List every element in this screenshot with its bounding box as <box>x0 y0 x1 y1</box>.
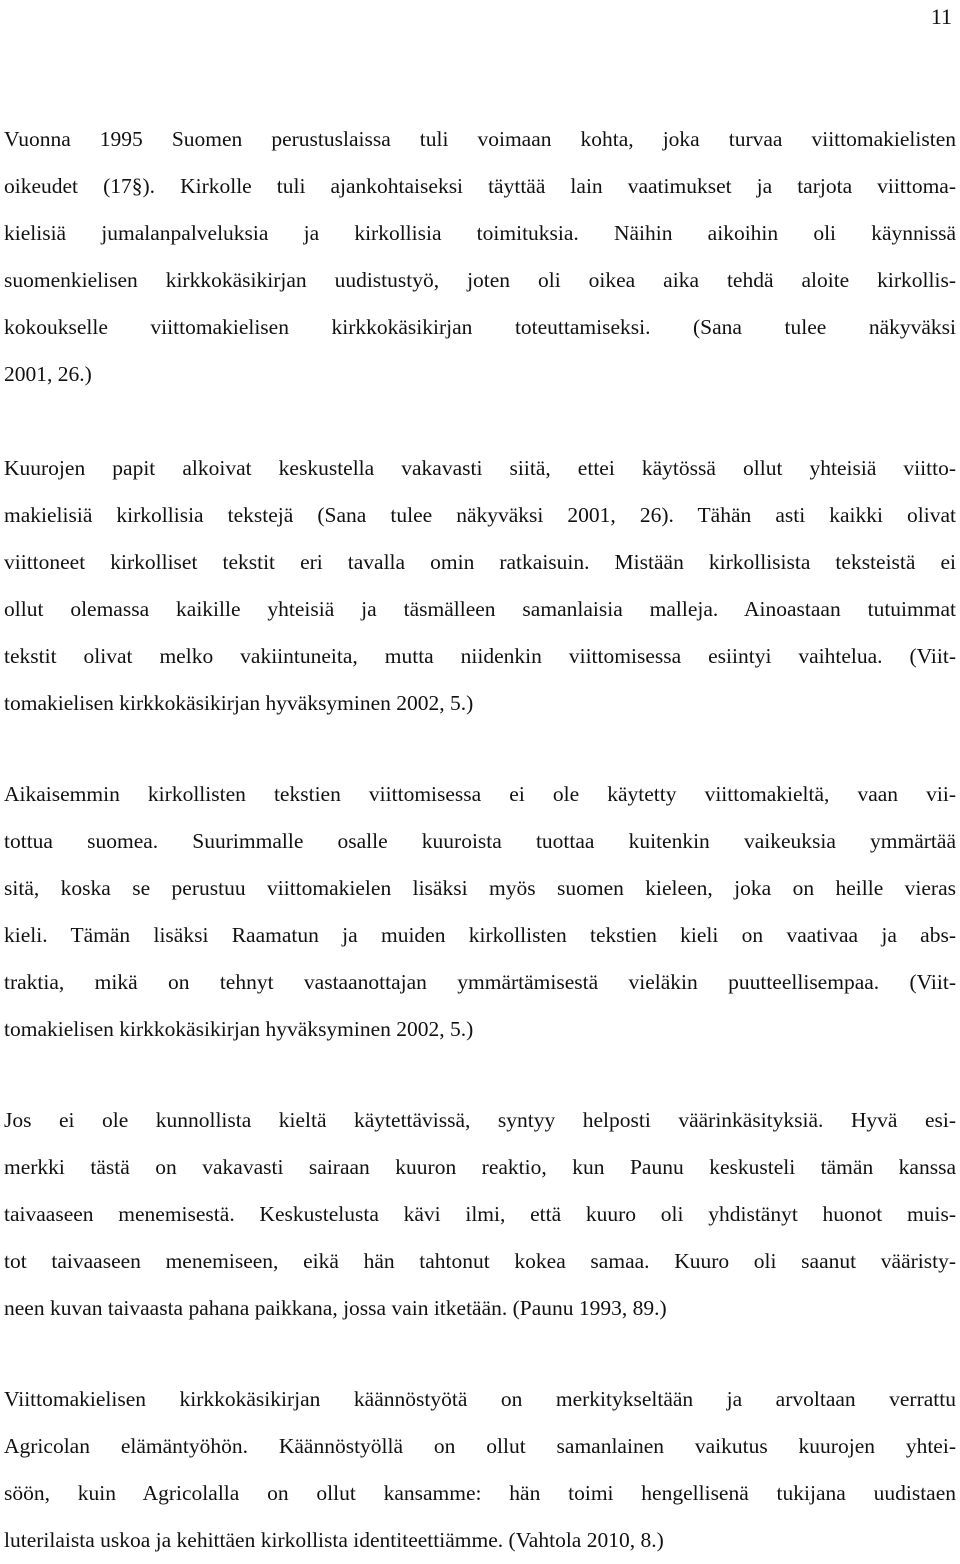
text-line: viittoneet kirkolliset tekstit eri tavalla omin ratkaisuin. Mistään kirkollisista teksteistä ei <box>4 550 956 574</box>
text-line: Aikaisemmin kirkollisten tekstien viittomisessa ei ole käytetty viittomakieltä, vaan vii- <box>4 782 956 806</box>
text-line: tekstit olivat melko vakiintuneita, mutta niidenkin viittomisessa esiintyi vaihtelua. (Viit- <box>4 644 956 668</box>
text-line: kieli. Tämän lisäksi Raamatun ja muiden kirkollisten tekstien kieli on vaativaa ja abs- <box>4 923 956 947</box>
text-line: taivaaseen menemisestä. Keskustelusta kävi ilmi, että kuuro oli yhdistänyt huonot muis- <box>4 1202 956 1226</box>
text-line: luterilaista uskoa ja kehittäen kirkollista identiteettiämme. (Vahtola 2010, 8.) <box>4 1528 664 1552</box>
text-line: tomakielisen kirkkokäsikirjan hyväksyminen 2002, 5.) <box>4 1017 474 1041</box>
text-line: söön, kuin Agricolalla on ollut kansamme: hän toimi hengellisenä tukijana uudistaen <box>4 1481 956 1505</box>
text-line: merkki tästä on vakavasti sairaan kuuron reaktio, kun Paunu keskusteli tämän kanssa <box>4 1155 956 1179</box>
paragraph-5 <box>4 1376 956 1564</box>
text-line: 2001, 26.) <box>4 362 92 386</box>
text-line: Agricolan elämäntyöhön. Käännöstyöllä on ollut samanlainen vaikutus kuurojen yhtei- <box>4 1434 956 1458</box>
text-line: neen kuvan taivaasta pahana paikkana, jossa vain itketään. (Paunu 1993, 89.) <box>4 1296 667 1320</box>
paragraph-2 <box>4 445 956 727</box>
text-line: Kuurojen papit alkoivat keskustella vakavasti siitä, ettei käytössä ollut yhteisiä viitto- <box>4 456 956 480</box>
text-line: Jos ei ole kunnollista kieltä käytettävissä, syntyy helposti väärinkäsityksiä. Hyvä esi- <box>4 1108 956 1132</box>
text-line: oikeudet (17§). Kirkolle tuli ajankohtaiseksi täyttää lain vaatimukset ja tarjota viittoma- <box>4 174 956 198</box>
paragraph-4 <box>4 1097 956 1332</box>
text-line: kielisiä jumalanpalveluksia ja kirkollisia toimituksia. Näihin aikoihin oli käynnissä <box>4 221 956 245</box>
text-line: tot taivaaseen menemiseen, eikä hän tahtonut kokea samaa. Kuuro oli saanut vääristy- <box>4 1249 956 1273</box>
page-number: 11 <box>930 4 952 29</box>
text-line: kokoukselle viittomakielisen kirkkokäsikirjan toteuttamiseksi. (Sana tulee näkyväksi <box>4 315 956 339</box>
text-line: traktia, mikä on tehnyt vastaanottajan ymmärtämisestä vieläkin puutteellisempaa. (Viit- <box>4 970 956 994</box>
text-line: sitä, koska se perustuu viittomakielen lisäksi myös suomen kieleen, joka on heille vieras <box>4 876 956 900</box>
text-line: Vuonna 1995 Suomen perustuslaissa tuli voimaan kohta, joka turvaa viittomakielisten <box>4 127 956 151</box>
text-line: Viittomakielisen kirkkokäsikirjan käännöstyötä on merkitykseltään ja arvoltaan verrattu <box>4 1387 956 1411</box>
text-line: tomakielisen kirkkokäsikirjan hyväksyminen 2002, 5.) <box>4 691 474 715</box>
text-line: tottua suomea. Suurimmalle osalle kuuroista tuottaa kuitenkin vaikeuksia ymmärtää <box>4 829 956 853</box>
text-line: suomenkielisen kirkkokäsikirjan uudistustyö, joten oli oikea aika tehdä aloite kirkollis- <box>4 268 956 292</box>
text-line: makielisiä kirkollisia tekstejä (Sana tulee näkyväksi 2001, 26). Tähän asti kaikki olivat <box>4 503 956 527</box>
text-line: ollut olemassa kaikille yhteisiä ja täsmälleen samanlaisia malleja. Ainoastaan tutuimmat <box>4 597 956 621</box>
paragraph-1 <box>4 116 956 398</box>
paragraph-3 <box>4 771 956 1053</box>
